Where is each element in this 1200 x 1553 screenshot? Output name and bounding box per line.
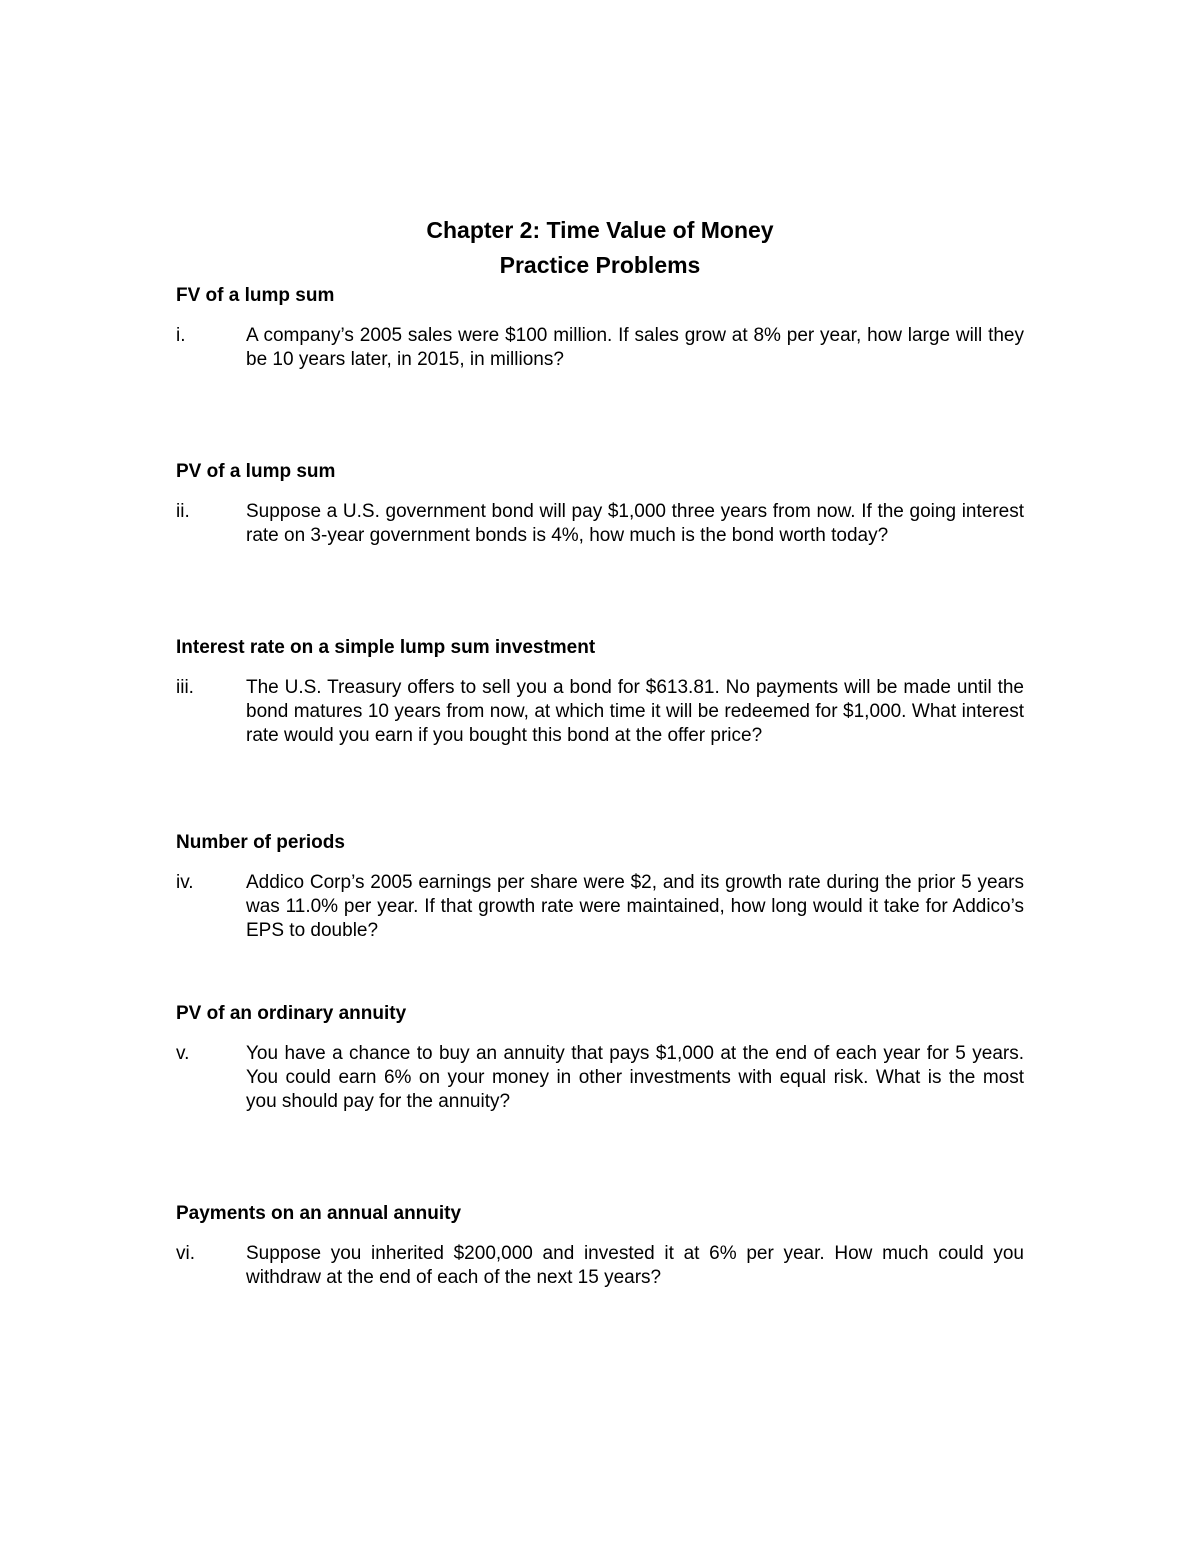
section-heading: PV of an ordinary annuity — [176, 1003, 407, 1024]
problem-number: vi. — [176, 1243, 195, 1264]
section-heading: FV of a lump sum — [176, 285, 335, 306]
problem-number: iii. — [176, 677, 194, 698]
section-heading: Number of periods — [176, 832, 345, 853]
problem-text: A company’s 2005 sales were $100 million. If sales grow at 8% per year, how large will they be 10 years later, in 2015, in millions? — [246, 325, 1024, 370]
problem-text: You have a chance to buy an annuity that pays $1,000 at the end of each year for 5 years. You could earn 6% on your money in other investments with equal risk. What is the most you should pay for the annuity? — [246, 1043, 1024, 1112]
section-heading: PV of a lump sum — [176, 461, 336, 482]
problem-text: Suppose you inherited $200,000 and invested it at 6% per year. How much could you withdraw at the end of each of the next 15 years? — [246, 1243, 1024, 1288]
problem-text: Suppose a U.S. government bond will pay $1,000 three years from now. If the going interest rate on 3-year government bonds is 4%, how much is the bond worth today? — [246, 501, 1024, 546]
problem-number: ii. — [176, 501, 190, 522]
problem-text: Addico Corp’s 2005 earnings per share were $2, and its growth rate during the prior 5 years was 11.0% per year. If that growth rate were maintained, how long would it take for Addico’s EPS to double? — [246, 872, 1024, 941]
problem-number: i. — [176, 325, 186, 346]
page-title: Chapter 2: Time Value of Money — [426, 217, 774, 243]
section-heading: Interest rate on a simple lump sum investment — [176, 637, 596, 658]
section-heading: Payments on an annual annuity — [176, 1203, 462, 1224]
problem-number: iv. — [176, 872, 194, 893]
page-subtitle: Practice Problems — [499, 252, 701, 278]
problem-text: The U.S. Treasury offers to sell you a bond for $613.81. No payments will be made until the bond matures 10 years from now, at which time it will be redeemed for $1,000. What interest rate would you earn if you bought this bond at the offer price? — [246, 677, 1024, 746]
problem-number: v. — [176, 1043, 190, 1064]
